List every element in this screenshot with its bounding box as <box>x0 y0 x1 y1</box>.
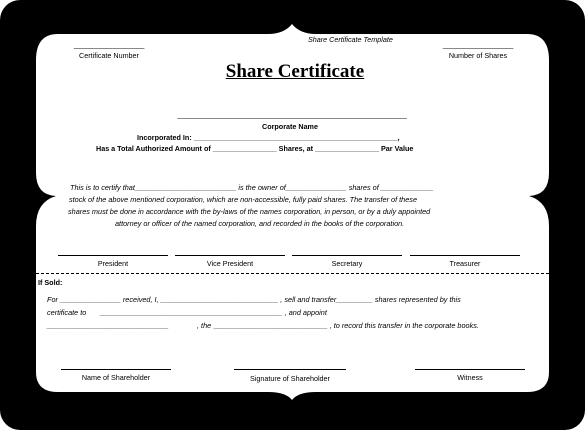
officer-label-president: President <box>97 259 129 268</box>
officer-label-treasurer: Treasurer <box>449 259 481 268</box>
label-name-of-shareholder: Name of Shareholder <box>81 373 151 382</box>
shareholder-signature-line[interactable] <box>234 369 346 370</box>
if-sold-transferee-field[interactable]: _____________________________________________ , and appoint <box>100 308 327 317</box>
certify-line-3: shares must be done in accordance with the by-laws of the names corporation, in person, or by a duly appointed <box>68 207 431 216</box>
label-witness: Witness <box>457 373 483 382</box>
cut-line <box>36 273 549 274</box>
witness-signature-line[interactable] <box>415 369 525 370</box>
number-of-shares-line[interactable]: ___________________ <box>442 40 514 49</box>
treasurer-signature-line[interactable] <box>410 255 520 256</box>
certificate-number-label: Certificate Number <box>79 51 139 60</box>
vice-president-signature-line[interactable] <box>175 255 285 256</box>
president-signature-line[interactable] <box>58 255 168 256</box>
number-of-shares-label: Number of Shares <box>448 51 508 60</box>
certify-line-4: attorney or officer of the named corporation, and recorded in the books of the corporation. <box>115 219 405 228</box>
certificate-number-line[interactable]: ___________________ <box>73 40 145 49</box>
certify-line-1[interactable]: This is to certify that_________________________ is the owner of_______________ shares of _____________ <box>70 183 434 192</box>
if-sold-heading: If Sold: <box>38 278 63 287</box>
corporate-name-label: Corporate Name <box>262 122 318 131</box>
if-sold-line-1[interactable]: For _______________ received, I, _____________________________ , sell and transfer_________ shares represented by this <box>47 295 461 304</box>
shareholder-name-line[interactable] <box>61 369 171 370</box>
incorporated-in-field[interactable]: Incorporated In: ___________________________________________________, <box>137 133 400 142</box>
label-signature-of-shareholder: Signature of Shareholder <box>250 374 330 383</box>
officer-label-vice-president: Vice President <box>206 259 254 268</box>
template-label: Share Certificate Template <box>308 35 393 44</box>
if-sold-line-3-rest[interactable]: ____________________________ , to record this transfer in the corporate books. <box>214 321 479 330</box>
corporate-name-line[interactable]: ______________________________________________________________ <box>177 110 407 119</box>
if-sold-attorney-field[interactable]: ______________________________ <box>47 321 169 330</box>
secretary-signature-line[interactable] <box>292 255 402 256</box>
certify-line-2: stock of the above mentioned corporation, which are non-accessible, fully paid shares. The transfer of these <box>69 195 418 204</box>
if-sold-line-3-the: , the <box>197 321 212 330</box>
authorized-amount-field[interactable]: Has a Total Authorized Amount of ________________ Shares, at ________________ Par Value <box>96 144 414 153</box>
officer-label-secretary: Secretary <box>331 259 363 268</box>
if-sold-line-2-label: certificate to <box>47 308 87 317</box>
certificate-title: Share Certificate <box>225 61 365 82</box>
